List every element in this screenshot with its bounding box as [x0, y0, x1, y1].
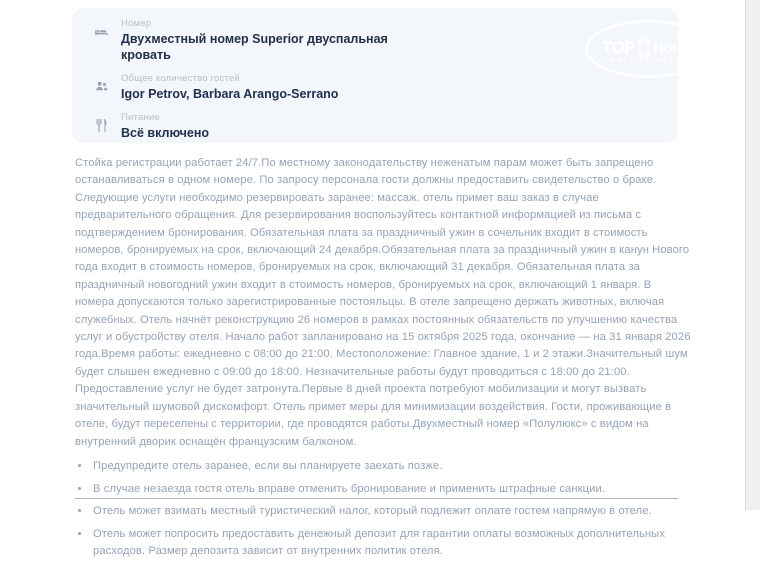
guests-icon — [94, 79, 112, 94]
guests-field-row — [94, 72, 660, 102]
watermark-brand-top: TOP — [602, 37, 636, 57]
room-value: Двухместный номер Superior двуспальная кровать — [121, 32, 388, 62]
policy-bullet-list — [75, 458, 692, 561]
scrollbar-track[interactable] — [745, 0, 760, 510]
room-field-row — [94, 17, 660, 63]
meals-field — [121, 111, 209, 141]
meals-label: Питание — [121, 112, 160, 123]
hotel-policies-section — [75, 155, 692, 566]
meals-value: Всё включено — [121, 126, 210, 140]
watermark-brand-hotels: Hotels — [653, 39, 696, 57]
guests-field — [121, 72, 338, 102]
policy-bullet-item: • Отель может попросить предоставить денежный депозит для гарантии оплаты возможных дополнительных расходов. Размер депозита зависит от внутренних политик отеля. — [91, 526, 692, 561]
booking-summary-card — [72, 8, 678, 143]
guests-value: Igor Petrov, Barbara Arango-Serrano — [121, 87, 339, 101]
meals-icon — [94, 118, 112, 133]
bed-icon — [94, 24, 112, 39]
room-label: Номер — [121, 18, 152, 29]
guests-label: Общее количество гостей — [121, 73, 240, 84]
policy-bullet-item: • В случае незаезда гостя отель вправе отменить бронирование и применить штрафные санкции. — [91, 481, 692, 498]
section-divider — [75, 498, 678, 499]
meals-field-row — [94, 111, 660, 141]
policy-bullet-item: • Отель может взимать местный туристический налог, который подлежит оплате гостем напрямую в отеле. — [91, 503, 692, 520]
watermark-subtitle: ФОТО ТУРИСТОВ — [609, 57, 689, 64]
hotel-policies-paragraph: Стойка регистрации работает 24/7.По местному законодательству неженатым парам может быть запрещено останавливаться в одном номере. По запросу персонала гости должны предоставить свидетельство о браке. Следующие услуги необходимо резервировать заранее: массаж. отель примет ваш заказ в случае предварительного обращения. Для резервирования воспользуйтесь контактной информацией из письма с подтверждением бронирования. Обязательная плата за праздничный ужин в сочельник входит в стоимость номеров, бронируемых на срок, включающий 24 декабря.Обязательная плата за праздничный ужин в канун Нового года входит в стоимость номеров, бронируемых на срок, включающий 31 декабря. Обязательная плата за праздничный новогодний ужин входит в стоимость номеров, бронируемых на срок, включающий 1 января. В номера допускаются только зарегистрированные постояльцы. В отеле запрещено держать животных, включая служебных. Отель начнёт реконструкцию 26 номеров в рамках постоянных обязательств по улучшению качества услуг и обустройству отеля. Начало работ запланировано на 15 октября 2025 года, окончание — на 31 января 2026 года.Время работы: ежедневно с 08:00 до 21:00. Местоположение: Главное здание, 1 и 2 этажи.Значительный шум будет слышен ежедневно с 09:00 до 18:00. Незначительные работы будут проводиться с 18:00 до 21:00. Предоставление услуг не будет затронута.Первые 8 дней проекта потребуют мобилизации и могут вызвать значительный шумовой дискомфорт. Отель примет меры для минимизации воздействия. Гости, проживающие в отеле, будут переселены с территории, где проводятся работы.Двухместный номер «Полулюкс» с видом на внутренний дворик оснащён французским балконом. — [75, 157, 691, 448]
policy-bullet-item: • Предупредите отель заранее, если вы планируете заехать позже. — [91, 458, 692, 475]
room-field — [121, 17, 421, 63]
